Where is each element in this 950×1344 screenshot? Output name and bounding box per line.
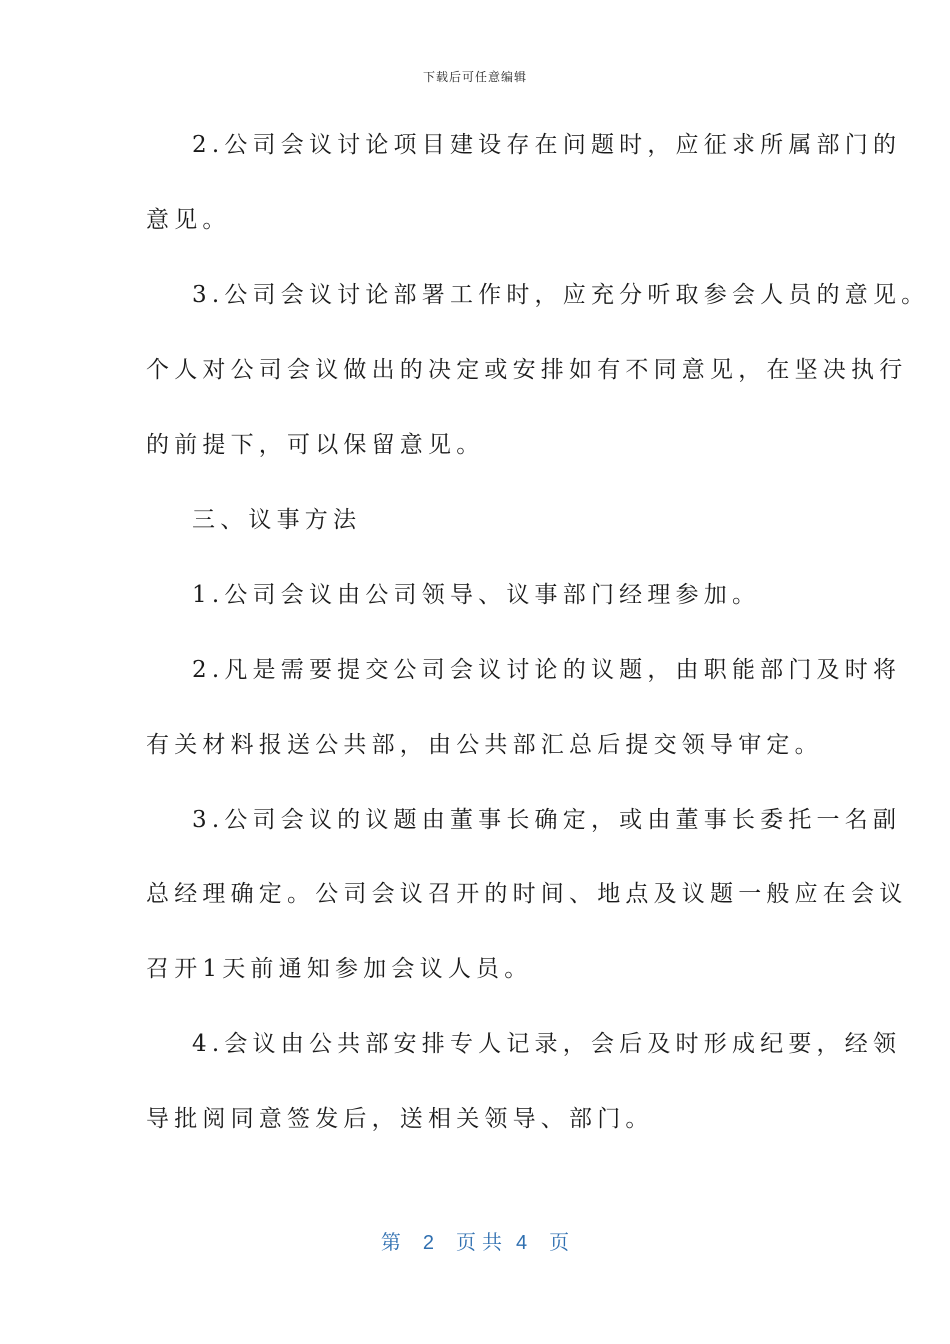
section-heading: 三、议事方法 <box>192 507 362 533</box>
paragraph-line: 总经理确定。公司会议召开的时间、地点及议题一般应在会议 <box>146 881 908 907</box>
total-pages-number: 4 <box>516 1232 528 1254</box>
paragraph-line: 2.凡是需要提交公司会议讨论的议题，由职能部门及时将 <box>192 657 902 683</box>
paragraph-line: 召开1天前通知参加会议人员。 <box>146 956 533 982</box>
page-header-note: 下载后可任意编辑 <box>422 70 527 84</box>
paragraph-line: 导批阅同意签发后，送相关领导、部门。 <box>146 1106 654 1132</box>
paragraph-line: 的前提下，可以保留意见。 <box>146 432 485 458</box>
paragraph-line: 个人对公司会议做出的决定或安排如有不同意见，在坚决执行 <box>146 357 908 383</box>
paragraph-line: 意见。 <box>146 207 231 233</box>
paragraph-line: 1.公司会议由公司领导、议事部门经理参加。 <box>192 582 761 608</box>
paragraph-line: 3.公司会议讨论部署工作时，应充分听取参会人员的意见。 <box>192 282 930 308</box>
page-suffix: 页 <box>549 1232 570 1254</box>
page-mid-label: 页共 <box>456 1232 508 1254</box>
paragraph-line: 2.公司会议讨论项目建设存在问题时，应征求所属部门的 <box>192 132 902 158</box>
current-page-number: 2 <box>422 1232 434 1254</box>
paragraph-line: 3.公司会议的议题由董事长确定，或由董事长委托一名副 <box>192 807 902 833</box>
paragraph-line: 4.会议由公共部安排专人记录，会后及时形成纪要，经领 <box>192 1031 902 1057</box>
paragraph-line: 有关材料报送公共部，由公共部汇总后提交领导审定。 <box>146 732 823 758</box>
page-number-footer <box>0 1226 950 1255</box>
page-prefix: 第 <box>380 1232 401 1254</box>
